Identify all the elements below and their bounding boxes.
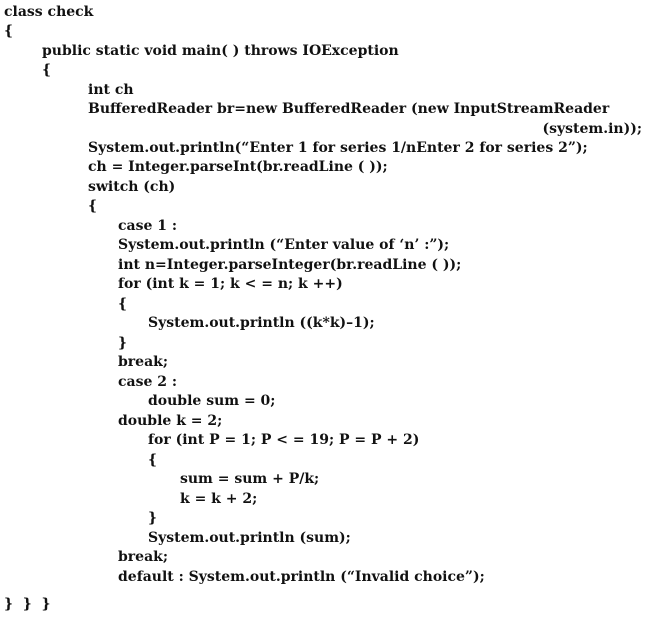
code-line: case 2 : <box>118 374 178 390</box>
code-line: class check <box>4 4 94 20</box>
code-line: switch (ch) <box>88 179 176 195</box>
code-line: int n=Integer.parseInteger(br.readLine ( )); <box>118 257 462 273</box>
code-line: double k = 2; <box>118 413 223 429</box>
code-line: System.out.println (“Enter value of ‘n’ :”); <box>118 237 450 253</box>
code-line: k = k + 2; <box>180 491 258 507</box>
code-line: { <box>88 198 98 214</box>
code-line: } } } <box>4 596 51 612</box>
code-line: break; <box>118 549 169 565</box>
code-line: ch = Integer.parseInt(br.readLine ( )); <box>88 159 388 175</box>
code-line: for (int P = 1; P < = 19; P = P + 2) <box>148 432 420 448</box>
code-line: { <box>4 23 14 39</box>
code-line: System.out.println(“Enter 1 for series 1/nEnter 2 for series 2”); <box>88 140 588 156</box>
code-line: { <box>148 452 158 468</box>
code-line: int ch <box>88 82 134 98</box>
code-line: case 1 : <box>118 218 178 234</box>
code-line: double sum = 0; <box>148 393 276 409</box>
code-line: sum = sum + P/k; <box>180 471 320 487</box>
code-line: { <box>42 62 52 78</box>
code-line: { <box>118 296 128 312</box>
code-line: System.out.println (sum); <box>148 530 351 546</box>
code-line: default : System.out.println (“Invalid choice”); <box>118 569 485 585</box>
code-line: } <box>118 335 128 351</box>
code-line: BufferedReader br=new BufferedReader (new InputStreamReader <box>88 101 610 117</box>
code-line: System.out.println ((k*k)–1); <box>148 315 375 331</box>
code-line: for (int k = 1; k < = n; k ++) <box>118 276 343 292</box>
code-line: public static void main( ) throws IOException <box>42 43 399 59</box>
code-line: (system.in)); <box>542 121 642 137</box>
code-line: } <box>148 510 158 526</box>
code-line: break; <box>118 354 169 370</box>
